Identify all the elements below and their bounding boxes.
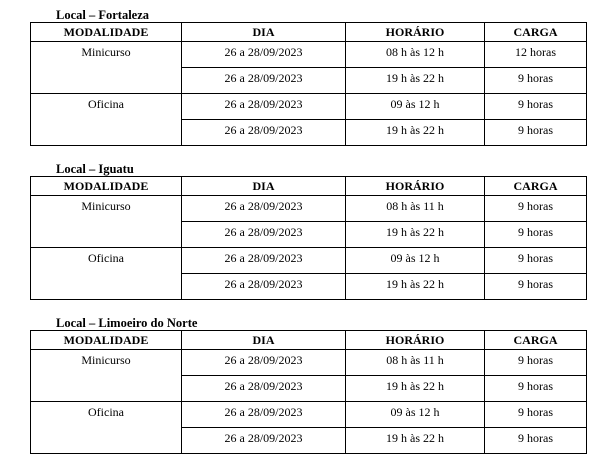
- dia-cell: 26 a 28/09/2023: [182, 376, 346, 402]
- section-title: Local – Iguatu: [56, 162, 134, 176]
- section-limoeiro-do-norte: [30, 316, 586, 454]
- modalidade-cell: Minicurso: [31, 350, 182, 402]
- schedule-table: [30, 22, 587, 146]
- carga-cell: 9 horas: [485, 350, 587, 376]
- section-title: Local – Limoeiro do Norte: [56, 316, 198, 330]
- horario-cell: 08 h às 11 h: [346, 196, 485, 222]
- table-row: [31, 402, 587, 428]
- dia-cell: 26 a 28/09/2023: [182, 248, 346, 274]
- header-modalidade: MODALIDADE: [31, 23, 182, 42]
- modalidade-cell: Oficina: [31, 248, 182, 300]
- table-row: [31, 94, 587, 120]
- dia-cell: 26 a 28/09/2023: [182, 428, 346, 454]
- horario-cell: 19 h às 22 h: [346, 120, 485, 146]
- section-title: Local – Fortaleza: [56, 8, 150, 22]
- header-carga: CARGA: [485, 23, 587, 42]
- horario-cell: 19 h às 22 h: [346, 68, 485, 94]
- header-dia: DIA: [182, 23, 346, 42]
- carga-cell: 9 horas: [485, 376, 587, 402]
- header-dia: DIA: [182, 177, 346, 196]
- carga-cell: 9 horas: [485, 196, 587, 222]
- dia-cell: 26 a 28/09/2023: [182, 120, 346, 146]
- horario-cell: 09 às 12 h: [346, 248, 485, 274]
- table-row: [31, 196, 587, 222]
- carga-cell: 9 horas: [485, 274, 587, 300]
- carga-cell: 12 horas: [485, 42, 587, 68]
- header-carga: CARGA: [485, 331, 587, 350]
- carga-cell: 9 horas: [485, 402, 587, 428]
- dia-cell: 26 a 28/09/2023: [182, 350, 346, 376]
- modalidade-cell: Oficina: [31, 402, 182, 454]
- table-header-row: [31, 23, 587, 42]
- dia-cell: 26 a 28/09/2023: [182, 42, 346, 68]
- header-carga: CARGA: [485, 177, 587, 196]
- section-fortaleza: [30, 8, 586, 146]
- table-row: [31, 350, 587, 376]
- table-header-row: [31, 177, 587, 196]
- header-modalidade: MODALIDADE: [31, 177, 182, 196]
- schedule-table: [30, 330, 587, 454]
- horario-cell: 19 h às 22 h: [346, 222, 485, 248]
- carga-cell: 9 horas: [485, 120, 587, 146]
- horario-cell: 08 h às 11 h: [346, 350, 485, 376]
- dia-cell: 26 a 28/09/2023: [182, 274, 346, 300]
- header-horario: HORÁRIO: [346, 331, 485, 350]
- table-row: [31, 42, 587, 68]
- carga-cell: 9 horas: [485, 94, 587, 120]
- table-header-row: [31, 331, 587, 350]
- schedule-table: [30, 176, 587, 300]
- dia-cell: 26 a 28/09/2023: [182, 94, 346, 120]
- carga-cell: 9 horas: [485, 428, 587, 454]
- table-row: [31, 248, 587, 274]
- horario-cell: 09 às 12 h: [346, 402, 485, 428]
- modalidade-cell: Minicurso: [31, 42, 182, 94]
- horario-cell: 19 h às 22 h: [346, 274, 485, 300]
- header-dia: DIA: [182, 331, 346, 350]
- modalidade-cell: Minicurso: [31, 196, 182, 248]
- carga-cell: 9 horas: [485, 68, 587, 94]
- header-horario: HORÁRIO: [346, 23, 485, 42]
- horario-cell: 19 h às 22 h: [346, 428, 485, 454]
- dia-cell: 26 a 28/09/2023: [182, 222, 346, 248]
- horario-cell: 09 às 12 h: [346, 94, 485, 120]
- section-iguatu: [30, 162, 586, 300]
- header-modalidade: MODALIDADE: [31, 331, 182, 350]
- dia-cell: 26 a 28/09/2023: [182, 402, 346, 428]
- horario-cell: 08 h às 12 h: [346, 42, 485, 68]
- header-horario: HORÁRIO: [346, 177, 485, 196]
- horario-cell: 19 h às 22 h: [346, 376, 485, 402]
- dia-cell: 26 a 28/09/2023: [182, 196, 346, 222]
- modalidade-cell: Oficina: [31, 94, 182, 146]
- dia-cell: 26 a 28/09/2023: [182, 68, 346, 94]
- carga-cell: 9 horas: [485, 248, 587, 274]
- carga-cell: 9 horas: [485, 222, 587, 248]
